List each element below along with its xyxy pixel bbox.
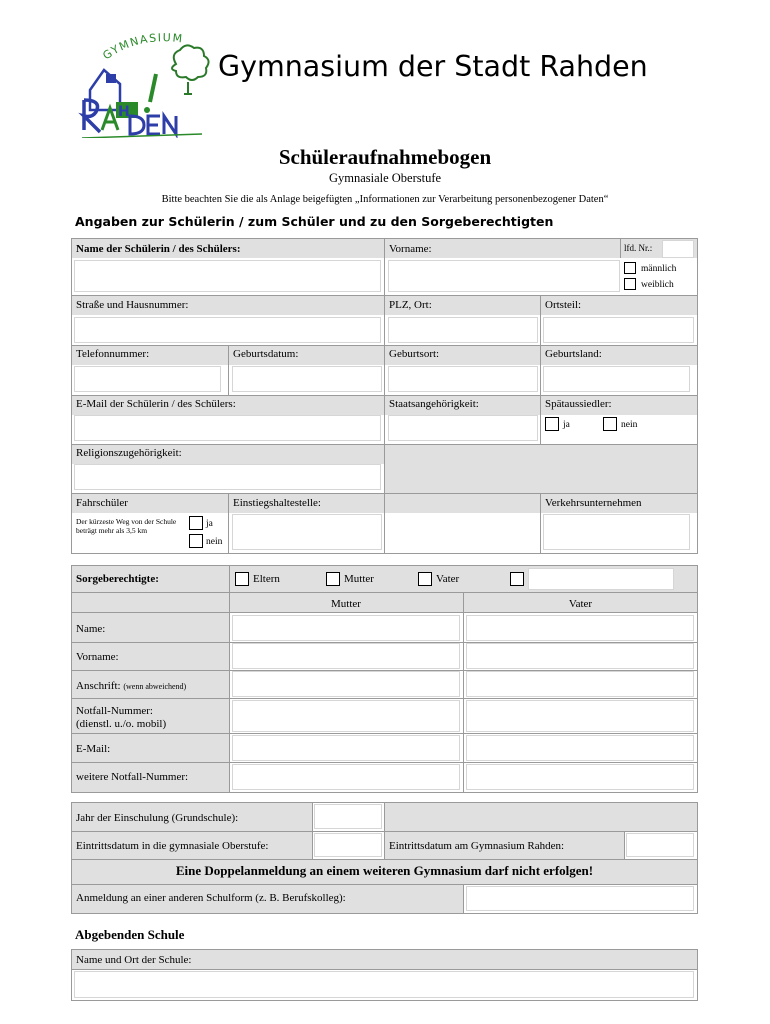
section-heading-student: Angaben zur Schülerin / zum Schüler und zu den Sorgeberechtigten	[75, 214, 554, 229]
row-firstname-label: Vorname:	[76, 651, 119, 663]
transport-company-label: Verkehrsunternehmen	[545, 497, 642, 509]
boarding-stop-label: Einstiegshaltestelle:	[233, 497, 321, 509]
commuter-no-checkbox[interactable]	[189, 534, 203, 548]
data-notice: Bitte beachten Sie die als Anlage beigefügten „Informationen zur Verarbeitung personenbezogener Daten“	[161, 194, 609, 205]
entry-date-rahden-field[interactable]	[626, 833, 694, 857]
father-address-field[interactable]	[466, 671, 694, 697]
birthcountry-field[interactable]	[543, 366, 690, 392]
father-email-field[interactable]	[466, 735, 694, 761]
nationality-field[interactable]	[388, 415, 538, 441]
male-checkbox[interactable]	[624, 262, 636, 274]
commuter-note: Der kürzeste Weg von der Schule beträgt mehr als 3,5 km	[76, 517, 177, 535]
religion-field[interactable]	[74, 464, 381, 490]
guardian-father-label: Vater	[436, 573, 460, 585]
row-address-label	[76, 680, 186, 693]
religion-label: Religionszugehörigkeit:	[76, 447, 182, 459]
lfd-number-label: lfd. Nr.:	[624, 243, 653, 253]
district-label: Ortsteil:	[545, 299, 582, 311]
birthcountry-label: Geburtsland:	[545, 348, 602, 360]
row-name-label: Name:	[76, 623, 106, 635]
guardian-mother-label: Mutter	[344, 573, 374, 585]
entry-date-rahden-label: Eintrittsdatum am Gymnasium Rahden:	[389, 840, 565, 852]
female-checkbox[interactable]	[624, 278, 636, 290]
previous-school-field[interactable]	[74, 971, 694, 998]
student-name-field[interactable]	[74, 260, 381, 292]
mother-firstname-field[interactable]	[232, 643, 460, 669]
mother-address-field[interactable]	[232, 671, 460, 697]
male-label: männlich	[641, 264, 677, 274]
guardian-parents-label: Eltern	[253, 573, 280, 585]
form-subtitle: Gymnasiale Oberstufe	[328, 171, 442, 185]
guardian-mother-checkbox[interactable]	[326, 572, 340, 586]
nationality-label: Staatsangehörigkeit:	[389, 398, 479, 410]
student-email-label: E-Mail der Schülerin / des Schülers:	[76, 398, 236, 410]
father-more-emergency-field[interactable]	[466, 764, 694, 790]
svg-text:GYMNASIUM: GYMNASIUM	[100, 31, 185, 63]
col-father-header: Vater	[568, 598, 593, 610]
row-email-label: E-Mail:	[76, 743, 111, 755]
enrollment-year-label: Jahr der Einschulung (Grundschule):	[76, 812, 239, 824]
entry-date-label: Eintrittsdatum in die gymnasiale Oberstufe:	[76, 840, 269, 852]
guardian-parents-checkbox[interactable]	[235, 572, 249, 586]
section-heading-previous-school: Abgebenden Schule	[75, 927, 185, 942]
birthdate-field[interactable]	[232, 366, 382, 392]
female-label: weiblich	[641, 280, 674, 290]
late-repatriate-yes-checkbox[interactable]	[545, 417, 559, 431]
guardian-father-checkbox[interactable]	[418, 572, 432, 586]
svg-text:H: H	[118, 104, 130, 120]
other-school-field[interactable]	[466, 886, 694, 911]
row-emergency-sublabel: (dienstl. u./o. mobil)	[76, 718, 167, 730]
zip-field[interactable]	[388, 317, 538, 343]
street-field[interactable]	[74, 317, 381, 343]
student-firstname-label: Vorname:	[389, 243, 432, 255]
enrollment-year-field[interactable]	[314, 804, 382, 829]
student-email-field[interactable]	[74, 415, 381, 441]
guardian-other-field[interactable]	[528, 568, 674, 590]
mother-more-emergency-field[interactable]	[232, 764, 460, 790]
father-emergency-field[interactable]	[466, 700, 694, 732]
row-emergency-label: Notfall-Nummer:	[76, 705, 153, 717]
street-label: Straße und Hausnummer:	[76, 299, 189, 311]
student-firstname-field[interactable]	[388, 260, 620, 292]
commuter-yes-checkbox[interactable]	[189, 516, 203, 530]
phone-field[interactable]	[74, 366, 221, 392]
birthdate-label: Geburtsdatum:	[233, 348, 299, 360]
col-mother-header: Mutter	[331, 598, 361, 610]
zip-label: PLZ, Ort:	[389, 299, 432, 311]
guardian-other-checkbox[interactable]	[510, 572, 524, 586]
row-address-text: Anschrift:	[76, 680, 121, 692]
birthplace-field[interactable]	[388, 366, 538, 392]
late-repatriate-no-label: nein	[621, 420, 638, 430]
previous-school-label: Name und Ort der Schule:	[76, 954, 192, 966]
transport-company-field[interactable]	[543, 514, 690, 550]
mother-name-field[interactable]	[232, 615, 460, 641]
row-address-note: (wenn abweichend)	[123, 682, 187, 691]
form-title: Schüleraufnahmebogen	[278, 145, 492, 169]
mother-email-field[interactable]	[232, 735, 460, 761]
late-repatriate-yes-label: ja	[563, 420, 570, 430]
entry-date-field[interactable]	[314, 833, 382, 857]
late-repatriate-no-checkbox[interactable]	[603, 417, 617, 431]
late-repatriate-label: Spätaussiedler:	[545, 398, 612, 410]
double-registration-warning: Eine Doppelanmeldung an einem weiteren Gymnasium darf nicht erfolgen!	[175, 863, 594, 878]
row-more-emergency-label: weitere Notfall-Nummer:	[76, 771, 189, 783]
other-school-label: Anmeldung an einer anderen Schulform (z. B. Berufskolleg):	[76, 892, 346, 904]
guardians-label: Sorgeberechtigte:	[76, 573, 159, 585]
father-name-field[interactable]	[466, 615, 694, 641]
lfd-number-field[interactable]	[662, 240, 694, 258]
school-name: Gymnasium der Stadt Rahden	[218, 50, 648, 83]
student-name-label: Name der Schülerin / des Schülers:	[76, 243, 241, 255]
commuter-no-label: nein	[206, 537, 223, 547]
commuter-label: Fahrschüler	[76, 497, 128, 509]
phone-label: Telefonnummer:	[76, 348, 150, 360]
commuter-yes-label: ja	[206, 519, 213, 529]
father-firstname-field[interactable]	[466, 643, 694, 669]
boarding-stop-field[interactable]	[232, 514, 382, 550]
mother-emergency-field[interactable]	[232, 700, 460, 732]
school-logo	[76, 30, 216, 138]
birthplace-label: Geburtsort:	[389, 348, 440, 360]
district-field[interactable]	[543, 317, 694, 343]
